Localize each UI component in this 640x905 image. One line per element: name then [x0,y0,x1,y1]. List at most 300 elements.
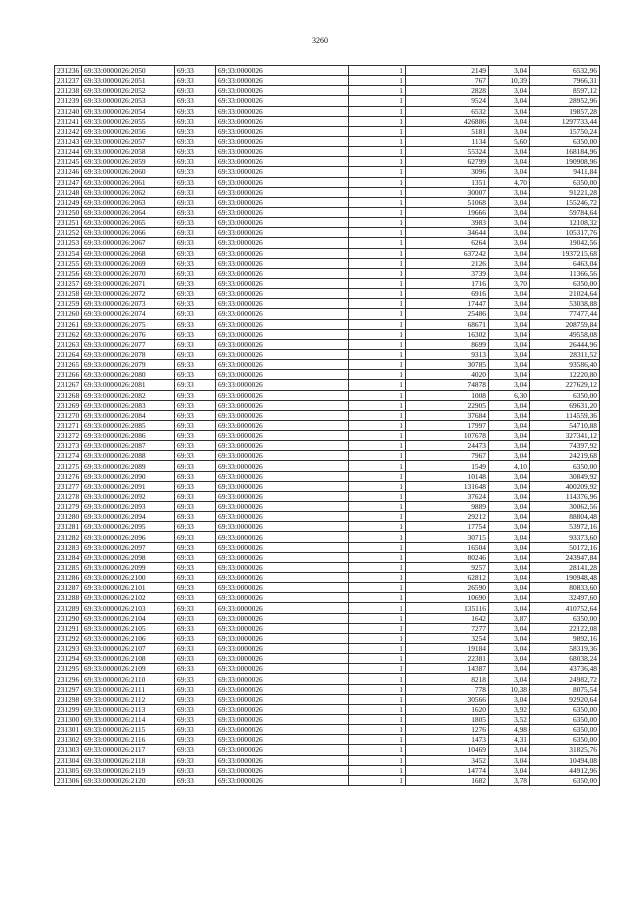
cell-district-code: 69:33 [175,106,216,116]
table-row [55,248,600,258]
cell-area: 22905 [406,400,489,410]
cell-cadastral-number: 69:33:0000026:2064 [82,207,175,217]
cell-cadastral-number: 69:33:0000026:2082 [82,390,175,400]
cell-cadastral-value: 53972,16 [530,522,600,532]
cell-area: 2828 [406,86,489,96]
table-row [55,593,600,603]
cell-cadastral-number: 69:33:0000026:2081 [82,380,175,390]
cell-count: 1 [349,390,406,400]
cell-cadastral-value: 114559,36 [530,410,600,420]
cell-row-number: 231283 [55,542,82,552]
cell-cadastral-quarter: 69:33:0000026 [216,339,349,349]
cell-cadastral-quarter: 69:33:0000026 [216,410,349,420]
cell-count: 1 [349,735,406,745]
cell-cadastral-value: 327341,12 [530,431,600,441]
cell-specific-value: 10,38 [489,684,530,694]
cell-row-number: 231259 [55,299,82,309]
cell-cadastral-value: 6350,00 [530,715,600,725]
cell-count: 1 [349,684,406,694]
table-row [55,654,600,664]
cell-cadastral-value: 6350,00 [530,775,600,785]
table-row [55,309,600,319]
cell-area: 131648 [406,481,489,491]
cell-row-number: 231301 [55,725,82,735]
cell-cadastral-number: 69:33:0000026:2053 [82,96,175,106]
cell-district-code: 69:33 [175,735,216,745]
cell-cadastral-quarter: 69:33:0000026 [216,735,349,745]
cell-area: 25486 [406,309,489,319]
cell-cadastral-value: 28311,52 [530,349,600,359]
cell-area: 1805 [406,715,489,725]
cell-cadastral-value: 7966,31 [530,76,600,86]
cell-cadastral-number: 69:33:0000026:2086 [82,431,175,441]
cell-district-code: 69:33 [175,248,216,258]
table-row [55,573,600,583]
cell-row-number: 231244 [55,147,82,157]
cell-row-number: 231257 [55,278,82,288]
cell-specific-value: 3,04 [489,238,530,248]
cell-cadastral-quarter: 69:33:0000026 [216,96,349,106]
table-row [55,552,600,562]
cell-area: 30715 [406,532,489,542]
cell-area: 24473 [406,441,489,451]
cell-district-code: 69:33 [175,603,216,613]
table-row [55,187,600,197]
cell-district-code: 69:33 [175,552,216,562]
cell-specific-value: 3,04 [489,573,530,583]
cell-specific-value: 3,04 [489,420,530,430]
cell-specific-value: 10,39 [489,76,530,86]
cell-district-code: 69:33 [175,116,216,126]
cell-cadastral-number: 69:33:0000026:2117 [82,745,175,755]
cell-cadastral-quarter: 69:33:0000026 [216,775,349,785]
cell-cadastral-value: 43736,48 [530,664,600,674]
cell-cadastral-quarter: 69:33:0000026 [216,380,349,390]
cell-row-number: 231260 [55,309,82,319]
cell-area: 1642 [406,613,489,623]
cell-specific-value: 3,78 [489,775,530,785]
cell-count: 1 [349,157,406,167]
cell-cadastral-value: 114376,96 [530,491,600,501]
cell-cadastral-quarter: 69:33:0000026 [216,116,349,126]
cell-specific-value: 3,04 [489,451,530,461]
cell-cadastral-value: 92920,64 [530,694,600,704]
cell-district-code: 69:33 [175,197,216,207]
cell-district-code: 69:33 [175,126,216,136]
table-row [55,319,600,329]
table-row [55,735,600,745]
cell-district-code: 69:33 [175,299,216,309]
cell-specific-value: 3,04 [489,512,530,522]
cell-area: 3096 [406,167,489,177]
cell-specific-value: 3,04 [489,86,530,96]
cell-count: 1 [349,745,406,755]
cell-cadastral-quarter: 69:33:0000026 [216,755,349,765]
cell-cadastral-value: 59784,64 [530,207,600,217]
table-row [55,106,600,116]
cell-area: 135116 [406,603,489,613]
cell-specific-value: 3,04 [489,96,530,106]
cell-cadastral-value: 93586,40 [530,360,600,370]
table-row [55,420,600,430]
cell-area: 10690 [406,593,489,603]
cell-row-number: 231298 [55,694,82,704]
cell-cadastral-number: 69:33:0000026:2079 [82,360,175,370]
cell-district-code: 69:33 [175,765,216,775]
table-row [55,715,600,725]
cell-cadastral-quarter: 69:33:0000026 [216,177,349,187]
cell-cadastral-value: 227629,12 [530,380,600,390]
cell-cadastral-quarter: 69:33:0000026 [216,502,349,512]
cell-cadastral-number: 69:33:0000026:2100 [82,573,175,583]
cell-district-code: 69:33 [175,278,216,288]
cell-row-number: 231305 [55,765,82,775]
cell-cadastral-quarter: 69:33:0000026 [216,157,349,167]
cell-cadastral-number: 69:33:0000026:2113 [82,704,175,714]
cell-count: 1 [349,96,406,106]
table-row [55,471,600,481]
cell-cadastral-value: 69631,20 [530,400,600,410]
cell-cadastral-quarter: 69:33:0000026 [216,532,349,542]
cell-row-number: 231263 [55,339,82,349]
cell-cadastral-number: 69:33:0000026:2116 [82,735,175,745]
cell-district-code: 69:33 [175,218,216,228]
table-row [55,238,600,248]
cell-row-number: 231279 [55,502,82,512]
cell-district-code: 69:33 [175,319,216,329]
cell-cadastral-quarter: 69:33:0000026 [216,431,349,441]
table-row [55,228,600,238]
cell-row-number: 231280 [55,512,82,522]
cell-cadastral-value: 400209,92 [530,481,600,491]
cell-area: 74878 [406,380,489,390]
cell-row-number: 231241 [55,116,82,126]
cell-cadastral-quarter: 69:33:0000026 [216,633,349,643]
cell-count: 1 [349,349,406,359]
cell-cadastral-quarter: 69:33:0000026 [216,694,349,704]
cell-cadastral-value: 168184,96 [530,147,600,157]
cell-cadastral-quarter: 69:33:0000026 [216,623,349,633]
cell-count: 1 [349,522,406,532]
cell-row-number: 231286 [55,573,82,583]
cell-area: 37624 [406,491,489,501]
cell-cadastral-value: 32497,60 [530,593,600,603]
cell-specific-value: 3,04 [489,542,530,552]
cell-district-code: 69:33 [175,76,216,86]
cell-row-number: 231262 [55,329,82,339]
cell-district-code: 69:33 [175,339,216,349]
cell-cadastral-value: 30062,56 [530,502,600,512]
cell-district-code: 69:33 [175,664,216,674]
table-row [55,775,600,785]
cell-district-code: 69:33 [175,86,216,96]
cell-district-code: 69:33 [175,147,216,157]
cell-row-number: 231293 [55,644,82,654]
cell-cadastral-quarter: 69:33:0000026 [216,562,349,572]
cell-specific-value: 3,04 [489,339,530,349]
table-row [55,329,600,339]
table-row [55,644,600,654]
cell-cadastral-number: 69:33:0000026:2084 [82,410,175,420]
cell-cadastral-quarter: 69:33:0000026 [216,289,349,299]
cell-district-code: 69:33 [175,704,216,714]
cell-area: 778 [406,684,489,694]
cell-row-number: 231284 [55,552,82,562]
cell-row-number: 231285 [55,562,82,572]
cell-cadastral-quarter: 69:33:0000026 [216,329,349,339]
cell-row-number: 231253 [55,238,82,248]
cell-cadastral-number: 69:33:0000026:2052 [82,86,175,96]
table-row [55,441,600,451]
cell-cadastral-number: 69:33:0000026:2106 [82,633,175,643]
cell-specific-value: 3,04 [489,126,530,136]
cell-cadastral-value: 11366,56 [530,268,600,278]
cell-cadastral-value: 88804,48 [530,512,600,522]
cell-cadastral-number: 69:33:0000026:2102 [82,593,175,603]
cell-cadastral-quarter: 69:33:0000026 [216,725,349,735]
table-row [55,400,600,410]
cell-cadastral-quarter: 69:33:0000026 [216,106,349,116]
cell-specific-value: 3,04 [489,664,530,674]
cell-cadastral-number: 69:33:0000026:2103 [82,603,175,613]
cell-cadastral-number: 69:33:0000026:2110 [82,674,175,684]
cell-cadastral-value: 44912,96 [530,765,600,775]
cell-area: 1549 [406,461,489,471]
cell-cadastral-quarter: 69:33:0000026 [216,654,349,664]
cell-row-number: 231275 [55,461,82,471]
cell-area: 1351 [406,177,489,187]
cell-cadastral-number: 69:33:0000026:2105 [82,623,175,633]
cell-count: 1 [349,542,406,552]
cell-specific-value: 3,04 [489,410,530,420]
cell-count: 1 [349,461,406,471]
cell-cadastral-number: 69:33:0000026:2072 [82,289,175,299]
cell-cadastral-value: 91221,28 [530,187,600,197]
cell-count: 1 [349,765,406,775]
cell-specific-value: 4,70 [489,177,530,187]
cell-specific-value: 3,04 [489,562,530,572]
cell-cadastral-quarter: 69:33:0000026 [216,715,349,725]
cell-row-number: 231254 [55,248,82,258]
cell-specific-value: 3,04 [489,491,530,501]
table-row [55,633,600,643]
cell-cadastral-quarter: 69:33:0000026 [216,461,349,471]
table-row [55,278,600,288]
cell-cadastral-value: 12220,80 [530,370,600,380]
cell-cadastral-value: 10494,08 [530,755,600,765]
cell-cadastral-number: 69:33:0000026:2080 [82,370,175,380]
cell-count: 1 [349,512,406,522]
cell-row-number: 231272 [55,431,82,441]
cell-area: 6264 [406,238,489,248]
table-row [55,431,600,441]
cell-specific-value: 3,04 [489,633,530,643]
cell-cadastral-value: 6350,00 [530,704,600,714]
cell-specific-value: 3,04 [489,329,530,339]
cell-area: 10469 [406,745,489,755]
cell-row-number: 231246 [55,167,82,177]
cell-specific-value: 6,30 [489,390,530,400]
cell-specific-value: 3,04 [489,360,530,370]
cell-cadastral-value: 77477,44 [530,309,600,319]
cell-area: 4020 [406,370,489,380]
cell-count: 1 [349,278,406,288]
cell-cadastral-number: 69:33:0000026:2114 [82,715,175,725]
cell-count: 1 [349,633,406,643]
table-row [55,765,600,775]
cell-row-number: 231302 [55,735,82,745]
cell-row-number: 231273 [55,441,82,451]
cell-cadastral-value: 6463,04 [530,258,600,268]
cell-specific-value: 3,04 [489,370,530,380]
cell-area: 107678 [406,431,489,441]
cell-row-number: 231252 [55,228,82,238]
cell-row-number: 231240 [55,106,82,116]
cell-specific-value: 3,04 [489,583,530,593]
cell-cadastral-number: 69:33:0000026:2073 [82,299,175,309]
cell-cadastral-quarter: 69:33:0000026 [216,228,349,238]
cell-cadastral-value: 21024,64 [530,289,600,299]
cell-cadastral-number: 69:33:0000026:2104 [82,613,175,623]
table-row [55,583,600,593]
cell-row-number: 231278 [55,491,82,501]
cell-cadastral-quarter: 69:33:0000026 [216,66,349,76]
cell-cadastral-quarter: 69:33:0000026 [216,370,349,380]
cell-specific-value: 3,04 [489,644,530,654]
cell-count: 1 [349,339,406,349]
table-row [55,76,600,86]
cell-cadastral-number: 69:33:0000026:2118 [82,755,175,765]
cell-cadastral-quarter: 69:33:0000026 [216,360,349,370]
cell-specific-value: 3,70 [489,278,530,288]
cell-specific-value: 3,92 [489,704,530,714]
cell-row-number: 231282 [55,532,82,542]
cell-area: 34644 [406,228,489,238]
cell-district-code: 69:33 [175,694,216,704]
cell-cadastral-number: 69:33:0000026:2066 [82,228,175,238]
cell-area: 16504 [406,542,489,552]
cell-cadastral-value: 74397,92 [530,441,600,451]
cell-cadastral-number: 69:33:0000026:2092 [82,491,175,501]
cell-cadastral-number: 69:33:0000026:2083 [82,400,175,410]
page-number: 3260 [312,36,328,45]
cell-area: 17447 [406,299,489,309]
cell-count: 1 [349,775,406,785]
cell-row-number: 231236 [55,66,82,76]
cell-cadastral-number: 69:33:0000026:2071 [82,278,175,288]
cell-cadastral-value: 31825,76 [530,745,600,755]
cell-district-code: 69:33 [175,390,216,400]
cell-cadastral-value: 1937215,68 [530,248,600,258]
table-row [55,461,600,471]
cell-district-code: 69:33 [175,360,216,370]
cell-specific-value: 3,04 [489,755,530,765]
cell-cadastral-quarter: 69:33:0000026 [216,147,349,157]
cell-count: 1 [349,400,406,410]
cell-area: 30785 [406,360,489,370]
table-row [55,451,600,461]
cell-row-number: 231290 [55,613,82,623]
cell-area: 30566 [406,694,489,704]
cell-district-code: 69:33 [175,380,216,390]
cell-cadastral-number: 69:33:0000026:2087 [82,441,175,451]
cell-cadastral-number: 69:33:0000026:2054 [82,106,175,116]
cell-cadastral-number: 69:33:0000026:2111 [82,684,175,694]
cell-row-number: 231304 [55,755,82,765]
table-row [55,268,600,278]
cell-cadastral-value: 9892,16 [530,633,600,643]
cell-area: 1473 [406,735,489,745]
cell-specific-value: 3,04 [489,674,530,684]
cell-specific-value: 3,04 [489,654,530,664]
cell-area: 9889 [406,502,489,512]
cell-district-code: 69:33 [175,309,216,319]
cell-cadastral-number: 69:33:0000026:2095 [82,522,175,532]
cell-row-number: 231296 [55,674,82,684]
cell-row-number: 231258 [55,289,82,299]
cell-cadastral-value: 22122,08 [530,623,600,633]
cell-district-code: 69:33 [175,157,216,167]
cell-cadastral-quarter: 69:33:0000026 [216,451,349,461]
cell-cadastral-quarter: 69:33:0000026 [216,248,349,258]
cell-row-number: 231291 [55,623,82,633]
cell-cadastral-quarter: 69:33:0000026 [216,603,349,613]
cell-area: 3739 [406,268,489,278]
cell-cadastral-value: 24982,72 [530,674,600,684]
table-row [55,157,600,167]
cell-row-number: 231261 [55,319,82,329]
cell-district-code: 69:33 [175,400,216,410]
cell-cadastral-number: 69:33:0000026:2099 [82,562,175,572]
cell-cadastral-value: 50172,16 [530,542,600,552]
cell-specific-value: 3,04 [489,106,530,116]
cell-cadastral-number: 69:33:0000026:2057 [82,136,175,146]
cell-specific-value: 3,04 [489,400,530,410]
cell-row-number: 231249 [55,197,82,207]
cell-cadastral-value: 6350,00 [530,177,600,187]
cell-district-code: 69:33 [175,289,216,299]
cell-count: 1 [349,471,406,481]
cell-specific-value: 3,04 [489,116,530,126]
cell-district-code: 69:33 [175,207,216,217]
cell-cadastral-quarter: 69:33:0000026 [216,664,349,674]
cell-row-number: 231245 [55,157,82,167]
cell-area: 9313 [406,349,489,359]
cell-specific-value: 3,04 [489,431,530,441]
cell-cadastral-number: 69:33:0000026:2061 [82,177,175,187]
cell-cadastral-quarter: 69:33:0000026 [216,136,349,146]
cell-district-code: 69:33 [175,349,216,359]
cell-count: 1 [349,410,406,420]
cell-district-code: 69:33 [175,633,216,643]
cell-cadastral-quarter: 69:33:0000026 [216,522,349,532]
cell-count: 1 [349,725,406,735]
cell-count: 1 [349,116,406,126]
cell-row-number: 231292 [55,633,82,643]
cell-specific-value: 3,04 [489,441,530,451]
cell-specific-value: 4,98 [489,725,530,735]
cell-row-number: 231242 [55,126,82,136]
cell-area: 68671 [406,319,489,329]
cell-count: 1 [349,167,406,177]
cell-cadastral-value: 8597,12 [530,86,600,96]
cell-count: 1 [349,491,406,501]
cell-specific-value: 3,04 [489,502,530,512]
cell-count: 1 [349,228,406,238]
cell-cadastral-number: 69:33:0000026:2120 [82,775,175,785]
cell-district-code: 69:33 [175,177,216,187]
cell-area: 2149 [406,66,489,76]
